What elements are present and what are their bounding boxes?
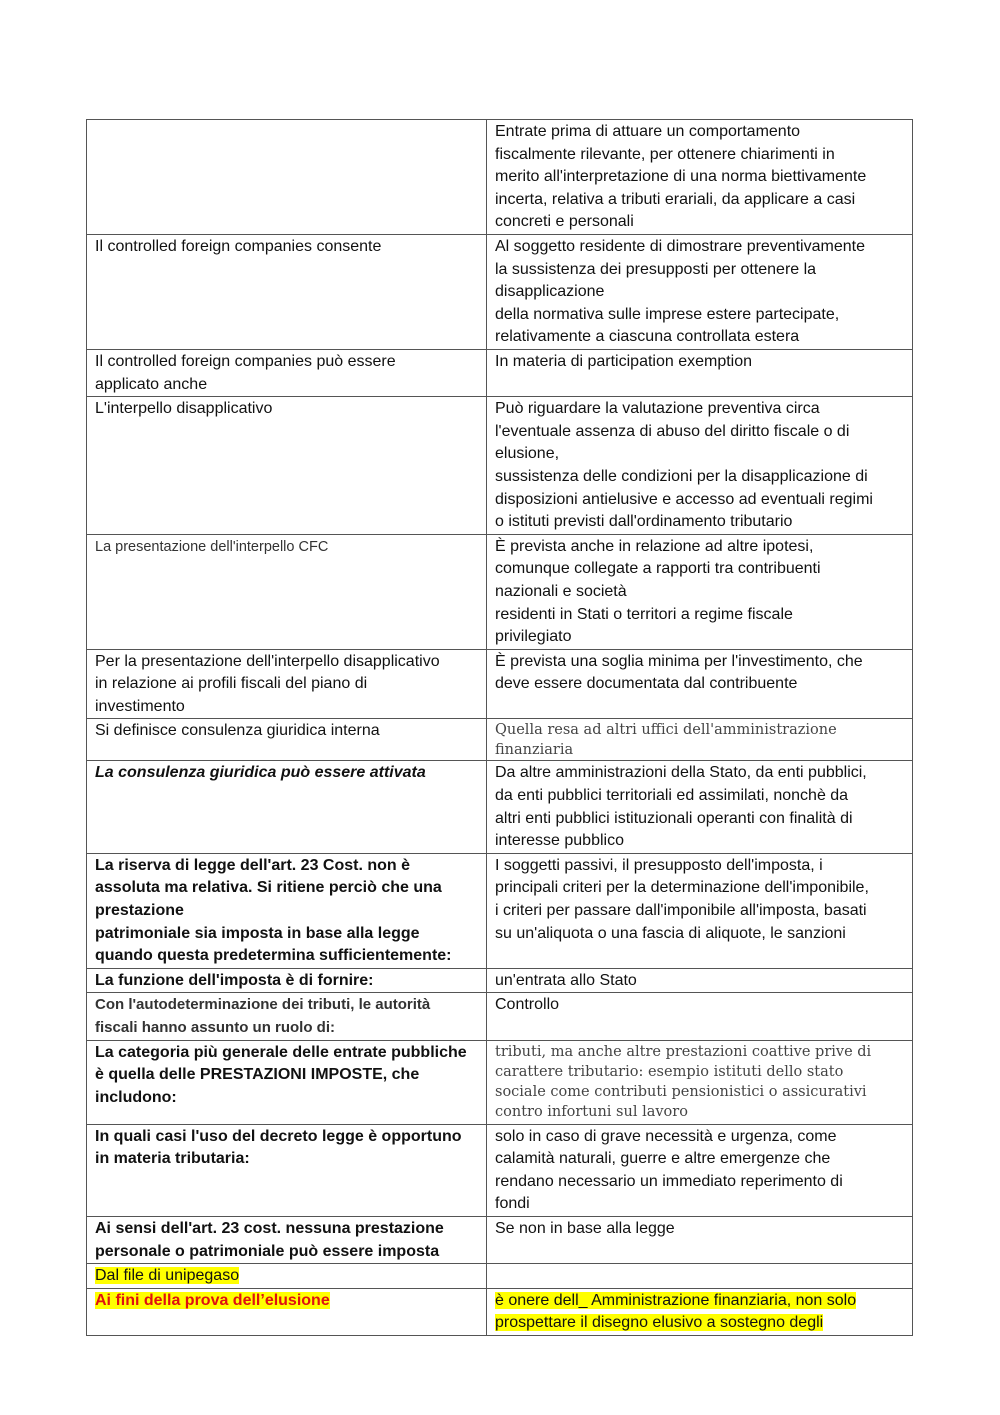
answer-line: rendano necessario un immediato reperimento di xyxy=(495,1172,843,1190)
question-line: La riserva di legge dell'art. 23 Cost. non è xyxy=(95,856,411,874)
question-cell xyxy=(87,349,487,396)
answer-line: fiscalmente rilevante, per ottenere chiarimenti in xyxy=(495,145,835,163)
answer-cell xyxy=(487,761,913,853)
question-cell xyxy=(87,1264,487,1289)
question-line: è quella delle PRESTAZIONI IMPOSTE, che xyxy=(95,1066,420,1084)
answer-line: In materia di participation exemption xyxy=(495,352,753,370)
answer-cell xyxy=(487,719,913,761)
answer-line: residenti in Stati o territori a regime fiscale xyxy=(495,605,793,623)
table-row xyxy=(87,1216,913,1263)
question-line: in relazione ai profili fiscali del piano di xyxy=(95,675,368,693)
answer-line: disposizioni antielusive e accesso ad eventuali regimi xyxy=(495,490,873,508)
table-row xyxy=(87,235,913,350)
question-cell xyxy=(87,1288,487,1335)
question-cell xyxy=(87,1040,487,1124)
question-line: assoluta ma relativa. Si ritiene perciò che una xyxy=(95,879,442,897)
answer-line: È prevista anche in relazione ad altre ipotesi, xyxy=(495,537,814,555)
answer-cell xyxy=(487,993,913,1040)
table-row xyxy=(87,719,913,761)
highlighted-question: Ai fini della prova dell’elusione xyxy=(95,1291,330,1309)
table-row xyxy=(87,993,913,1040)
answer-cell xyxy=(487,968,913,993)
table-row xyxy=(87,1040,913,1124)
answer-line: Quella resa ad altri uffici dell'amministrazione xyxy=(495,722,837,739)
question-line: Per la presentazione dell'interpello disapplicativo xyxy=(95,652,440,670)
answer-line: incerta, relativa a tributi erariali, da applicare a casi xyxy=(495,190,856,208)
answer-cell xyxy=(487,120,913,235)
question-line: La presentazione dell'interpello CFC xyxy=(95,538,329,555)
highlighted-question: Dal file di unipegaso xyxy=(95,1267,240,1285)
answer-line: sussistenza delle condizioni per la disapplicazione di xyxy=(495,467,868,485)
question-line: personale o patrimoniale può essere imposta xyxy=(95,1242,440,1260)
answer-line: disapplicazione xyxy=(495,283,605,301)
table-row xyxy=(87,1288,913,1335)
table-row xyxy=(87,649,913,719)
question-line: prestazione xyxy=(95,902,184,920)
question-cell xyxy=(87,1216,487,1263)
answer-line: i criteri per passare dall'imponibile all'imposta, basati xyxy=(495,902,867,920)
question-line: Il controlled foreign companies può essere xyxy=(95,352,396,370)
answer-line: sociale come contributi pensionistici o assicurativi xyxy=(495,1083,867,1100)
highlighted-answer-line: è onere dell_ Amministrazione finanziaria, non solo xyxy=(495,1291,857,1309)
answer-line: concreti e personali xyxy=(495,213,634,231)
question-cell xyxy=(87,534,487,649)
question-line: investimento xyxy=(95,697,185,715)
question-cell xyxy=(87,397,487,535)
question-line: fiscali hanno assunto un ruolo di: xyxy=(95,1019,336,1036)
table-row xyxy=(87,761,913,853)
question-cell xyxy=(87,120,487,235)
answer-line: o istituti previsti dall'ordinamento tributario xyxy=(495,513,793,531)
question-cell xyxy=(87,719,487,761)
answer-cell xyxy=(487,235,913,350)
answer-line: comunque collegate a rapporti tra contribuenti xyxy=(495,560,821,578)
question-line: includono: xyxy=(95,1088,177,1106)
question-line: L'interpello disapplicativo xyxy=(95,400,273,418)
answer-line: finanziaria xyxy=(495,742,574,759)
question-cell xyxy=(87,235,487,350)
question-line: La categoria più generale delle entrate pubbliche xyxy=(95,1043,467,1061)
answer-line: nazionali e società xyxy=(495,582,627,600)
answer-cell xyxy=(487,534,913,649)
table-row xyxy=(87,853,913,968)
question-cell xyxy=(87,649,487,719)
answer-line: calamità naturali, guerre e altre emergenze che xyxy=(495,1150,831,1168)
question-line: La funzione dell'imposta è di fornire: xyxy=(95,971,374,989)
table-row xyxy=(87,120,913,235)
answer-line: Entrate prima di attuare un comportamento xyxy=(495,123,801,140)
answer-cell xyxy=(487,649,913,719)
answer-line: Controllo xyxy=(495,996,560,1014)
answer-line: I soggetti passivi, il presupposto dell'imposta, i xyxy=(495,856,823,874)
table-row xyxy=(87,1124,913,1216)
answer-line: Se non in base alla legge xyxy=(495,1219,675,1237)
answer-line: elusione, xyxy=(495,445,560,463)
answer-line: interesse pubblico xyxy=(495,832,624,850)
answer-cell xyxy=(487,349,913,396)
answer-line: altri enti pubblici istituzionali operanti con finalità di xyxy=(495,809,853,827)
answer-line: da enti pubblici territoriali ed assimilati, nonchè da xyxy=(495,787,849,805)
question-line: In quali casi l'uso del decreto legge è opportuno xyxy=(95,1127,462,1145)
answer-line: tributi, ma anche altre prestazioni coattive prive di xyxy=(495,1043,872,1060)
question-cell xyxy=(87,761,487,853)
question-line: Si definisce consulenza giuridica interna xyxy=(95,722,380,740)
answer-line: relativamente a ciascuna controllata estera xyxy=(495,328,800,346)
question-line: Ai sensi dell'art. 23 cost. nessuna prestazione xyxy=(95,1219,444,1237)
table-row xyxy=(87,349,913,396)
question-line: La consulenza giuridica può essere attivata xyxy=(95,764,426,782)
answer-cell xyxy=(487,397,913,535)
answer-cell xyxy=(487,1040,913,1124)
answer-line: l'eventuale assenza di abuso del diritto fiscale o di xyxy=(495,422,850,440)
table-row xyxy=(87,968,913,993)
answer-line: della normativa sulle imprese estere partecipate, xyxy=(495,305,840,323)
answer-line: Al soggetto residente di dimostrare preventivamente xyxy=(495,238,865,255)
answer-cell xyxy=(487,1288,913,1335)
answer-cell xyxy=(487,853,913,968)
answer-line: un'entrata allo Stato xyxy=(495,971,637,989)
answer-cell xyxy=(487,1216,913,1263)
answer-cell xyxy=(487,1264,913,1289)
question-line: applicato anche xyxy=(95,375,208,393)
table-row xyxy=(87,1264,913,1289)
answer-line: È prevista una soglia minima per l'investimento, che xyxy=(495,652,863,670)
question-line: patrimoniale sia imposta in base alla legge xyxy=(95,924,420,942)
question-cell xyxy=(87,853,487,968)
answer-line: principali criteri per la determinazione dell'imponibile, xyxy=(495,879,869,897)
question-cell xyxy=(87,1124,487,1216)
question-line: in materia tributaria: xyxy=(95,1150,250,1168)
answer-cell xyxy=(487,1124,913,1216)
question-line: quando questa predetermina sufficientemente: xyxy=(95,947,452,965)
highlighted-answer-line: prospettare il disegno elusivo a sostegno degli xyxy=(495,1314,824,1332)
answer-line: su un'aliquota o una fascia di aliquote, le sanzioni xyxy=(495,924,846,942)
answer-line: fondi xyxy=(495,1195,530,1213)
table-row xyxy=(87,397,913,535)
table-row xyxy=(87,534,913,649)
answer-line: merito all'interpretazione di una norma biettivamente xyxy=(495,168,867,186)
question-line: Con l'autodeterminazione dei tributi, le autorità xyxy=(95,996,431,1014)
answer-line: la sussistenza dei presupposti per ottenere la xyxy=(495,260,817,278)
answer-line: privilegiato xyxy=(495,628,572,646)
answer-line: contro infortuni sul lavoro xyxy=(495,1103,688,1120)
question-line: Il controlled foreign companies consente xyxy=(95,238,382,255)
question-cell xyxy=(87,968,487,993)
answer-line: carattere tributario: esempio istituti dello stato xyxy=(495,1063,844,1080)
answer-line: Da altre amministrazioni della Stato, da enti pubblici, xyxy=(495,764,867,782)
answer-line: deve essere documentata dal contribuente xyxy=(495,675,798,693)
answer-line: Può riguardare la valutazione preventiva circa xyxy=(495,400,820,418)
answer-line: solo in caso di grave necessità e urgenza, come xyxy=(495,1127,837,1145)
qa-table xyxy=(86,119,913,1336)
question-cell xyxy=(87,993,487,1040)
